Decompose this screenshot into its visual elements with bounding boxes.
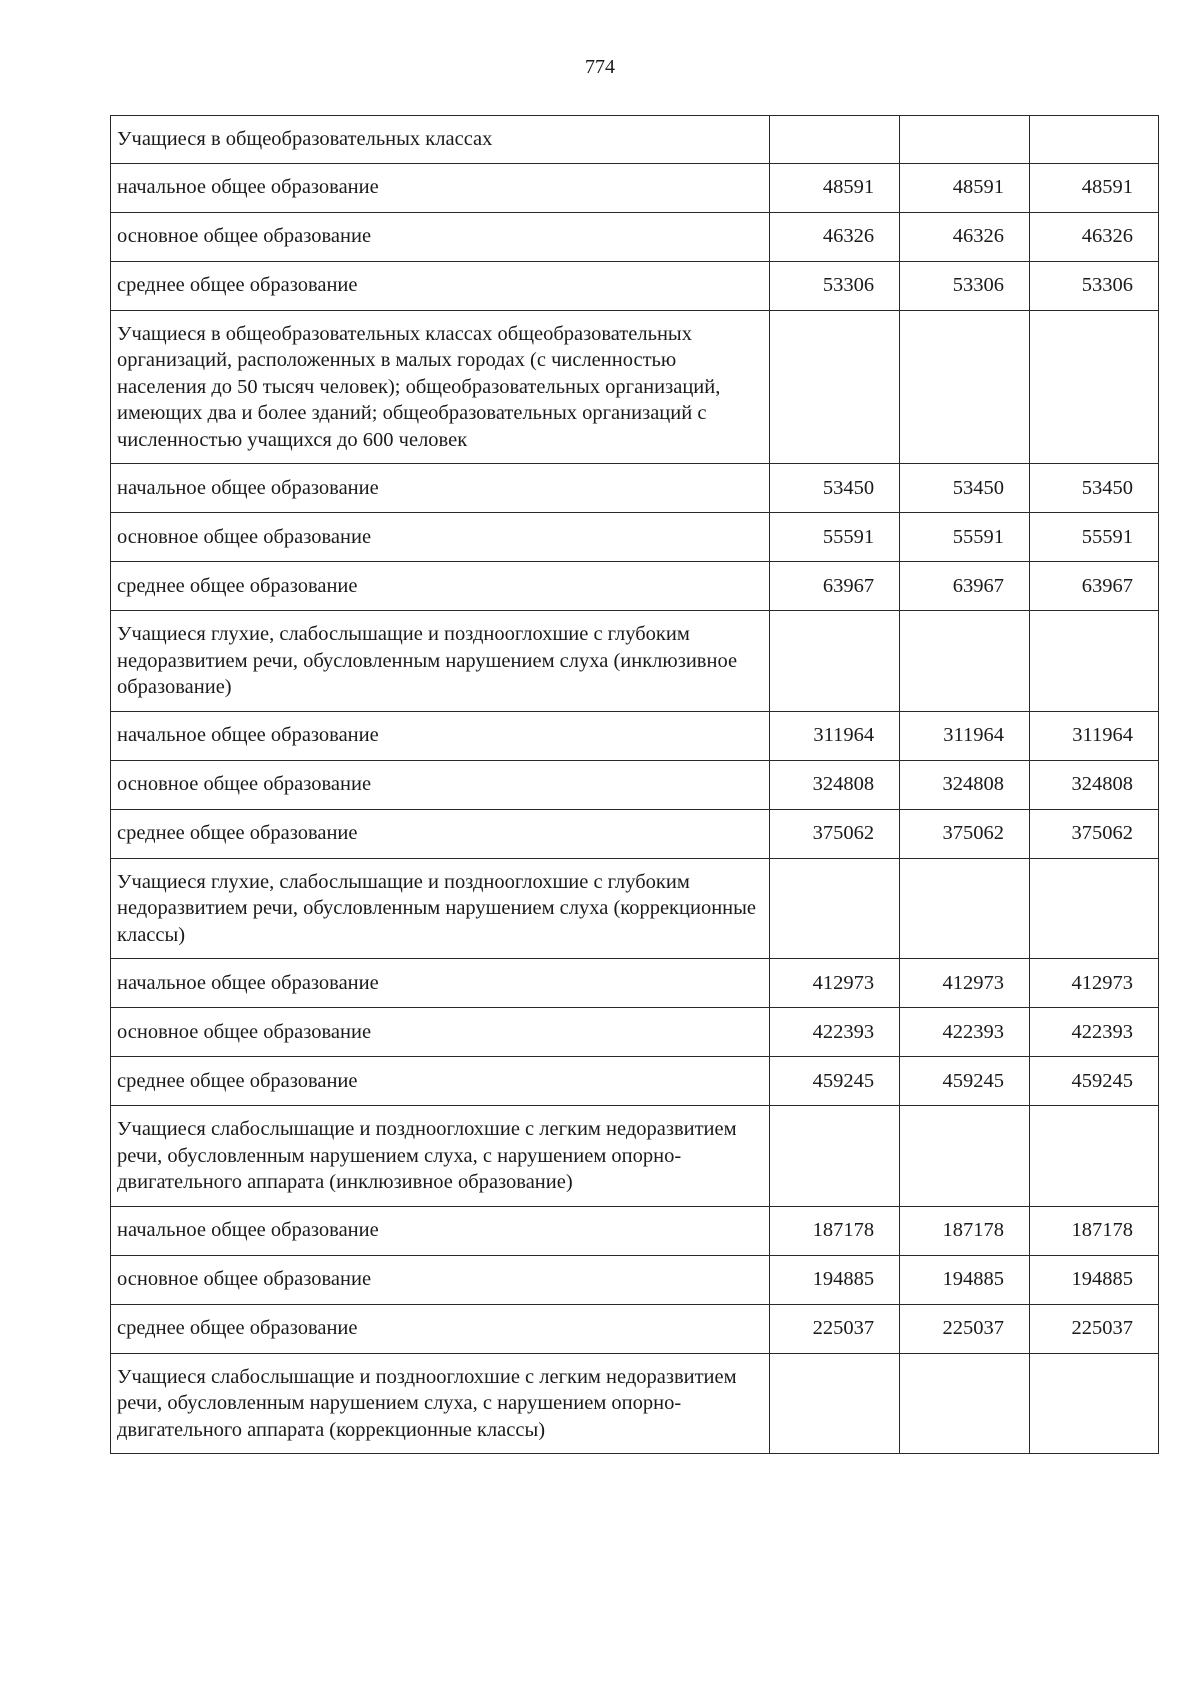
- empty-cell: [900, 1353, 1030, 1454]
- empty-cell: [900, 858, 1030, 959]
- value-cell: 63967: [1030, 562, 1159, 611]
- row-label: среднее общее образование: [111, 1057, 770, 1106]
- empty-cell: [770, 1353, 900, 1454]
- row-label: начальное общее образование: [111, 959, 770, 1008]
- section-heading: Учащиеся в общеобразовательных классах общеобразовательных организаций, расположенных в малых городах (с численностью населения до 50 тысяч человек); общеобразовательных организаций, имеющих два и более зданий; общеобразовательных организаций с численностью учащихся до 600 человек: [111, 310, 770, 464]
- section-heading-row: [111, 1106, 1159, 1207]
- value-cell: 311964: [770, 711, 900, 760]
- row-label: начальное общее образование: [111, 711, 770, 760]
- value-cell: 311964: [1030, 711, 1159, 760]
- row-label: среднее общее образование: [111, 562, 770, 611]
- value-cell: 375062: [900, 809, 1030, 858]
- section-heading: Учащиеся глухие, слабослышащие и позднооглохшие с глубоким недоразвитием речи, обусловленным нарушением слуха (инклюзивное образование): [111, 611, 770, 712]
- value-cell: 187178: [1030, 1206, 1159, 1255]
- value-cell: 46326: [1030, 212, 1159, 261]
- value-cell: 375062: [1030, 809, 1159, 858]
- section-heading-row: [111, 858, 1159, 959]
- section-heading: Учащиеся в общеобразовательных классах: [111, 116, 770, 164]
- row-label: среднее общее образование: [111, 1304, 770, 1353]
- row-label: начальное общее образование: [111, 163, 770, 212]
- row-label: среднее общее образование: [111, 809, 770, 858]
- value-cell: 53450: [900, 464, 1030, 513]
- row-label: основное общее образование: [111, 1008, 770, 1057]
- empty-cell: [770, 116, 900, 164]
- value-cell: 53306: [900, 261, 1030, 310]
- empty-cell: [900, 1106, 1030, 1207]
- cost-table: [110, 115, 1159, 1454]
- value-cell: 55591: [1030, 513, 1159, 562]
- value-cell: 48591: [900, 163, 1030, 212]
- empty-cell: [900, 116, 1030, 164]
- table-row: [111, 711, 1159, 760]
- value-cell: 459245: [770, 1057, 900, 1106]
- table-row: [111, 1057, 1159, 1106]
- row-label: начальное общее образование: [111, 1206, 770, 1255]
- value-cell: 422393: [900, 1008, 1030, 1057]
- empty-cell: [770, 1106, 900, 1207]
- section-heading: Учащиеся слабослышащие и позднооглохшие с легким недоразвитием речи, обусловленным нарушением слуха, с нарушением опорно-двигательного аппарата (коррекционные классы): [111, 1353, 770, 1454]
- empty-cell: [1030, 1353, 1159, 1454]
- empty-cell: [900, 611, 1030, 712]
- empty-cell: [1030, 1106, 1159, 1207]
- value-cell: 187178: [770, 1206, 900, 1255]
- section-heading-row: [111, 1353, 1159, 1454]
- value-cell: 324808: [900, 760, 1030, 809]
- section-heading-row: [111, 611, 1159, 712]
- row-label: основное общее образование: [111, 513, 770, 562]
- value-cell: 53450: [770, 464, 900, 513]
- empty-cell: [1030, 611, 1159, 712]
- section-heading-row: [111, 116, 1159, 164]
- value-cell: 412973: [900, 959, 1030, 1008]
- table-row: [111, 959, 1159, 1008]
- value-cell: 55591: [770, 513, 900, 562]
- page-number: 774: [585, 56, 615, 78]
- table-row: [111, 562, 1159, 611]
- value-cell: 187178: [900, 1206, 1030, 1255]
- value-cell: 194885: [770, 1255, 900, 1304]
- table-row: [111, 261, 1159, 310]
- value-cell: 422393: [770, 1008, 900, 1057]
- empty-cell: [1030, 858, 1159, 959]
- section-heading: Учащиеся слабослышащие и позднооглохшие с легким недоразвитием речи, обусловленным нарушением слуха, с нарушением опорно-двигательного аппарата (инклюзивное образование): [111, 1106, 770, 1207]
- value-cell: 53450: [1030, 464, 1159, 513]
- value-cell: 53306: [770, 261, 900, 310]
- value-cell: 194885: [900, 1255, 1030, 1304]
- row-label: основное общее образование: [111, 760, 770, 809]
- table-row: [111, 1206, 1159, 1255]
- value-cell: 48591: [770, 163, 900, 212]
- table-row: [111, 163, 1159, 212]
- table-row: [111, 1008, 1159, 1057]
- value-cell: 412973: [770, 959, 900, 1008]
- value-cell: 459245: [900, 1057, 1030, 1106]
- empty-cell: [770, 310, 900, 464]
- value-cell: 412973: [1030, 959, 1159, 1008]
- value-cell: 63967: [770, 562, 900, 611]
- empty-cell: [1030, 310, 1159, 464]
- value-cell: 311964: [900, 711, 1030, 760]
- value-cell: 459245: [1030, 1057, 1159, 1106]
- value-cell: 46326: [770, 212, 900, 261]
- value-cell: 63967: [900, 562, 1030, 611]
- value-cell: 53306: [1030, 261, 1159, 310]
- row-label: среднее общее образование: [111, 261, 770, 310]
- empty-cell: [1030, 116, 1159, 164]
- value-cell: 225037: [900, 1304, 1030, 1353]
- table-row: [111, 1304, 1159, 1353]
- value-cell: 55591: [900, 513, 1030, 562]
- row-label: начальное общее образование: [111, 464, 770, 513]
- table-row: [111, 809, 1159, 858]
- table-row: [111, 212, 1159, 261]
- empty-cell: [770, 611, 900, 712]
- table-body: [111, 116, 1159, 1454]
- section-heading: Учащиеся глухие, слабослышащие и позднооглохшие с глубоким недоразвитием речи, обусловленным нарушением слуха (коррекционные классы): [111, 858, 770, 959]
- value-cell: 375062: [770, 809, 900, 858]
- table-row: [111, 513, 1159, 562]
- value-cell: 225037: [770, 1304, 900, 1353]
- empty-cell: [900, 310, 1030, 464]
- row-label: основное общее образование: [111, 1255, 770, 1304]
- value-cell: 46326: [900, 212, 1030, 261]
- value-cell: 324808: [770, 760, 900, 809]
- row-label: основное общее образование: [111, 212, 770, 261]
- table-row: [111, 1255, 1159, 1304]
- table-row: [111, 464, 1159, 513]
- value-cell: 48591: [1030, 163, 1159, 212]
- value-cell: 194885: [1030, 1255, 1159, 1304]
- section-heading-row: [111, 310, 1159, 464]
- empty-cell: [770, 858, 900, 959]
- value-cell: 422393: [1030, 1008, 1159, 1057]
- table-row: [111, 760, 1159, 809]
- value-cell: 225037: [1030, 1304, 1159, 1353]
- value-cell: 324808: [1030, 760, 1159, 809]
